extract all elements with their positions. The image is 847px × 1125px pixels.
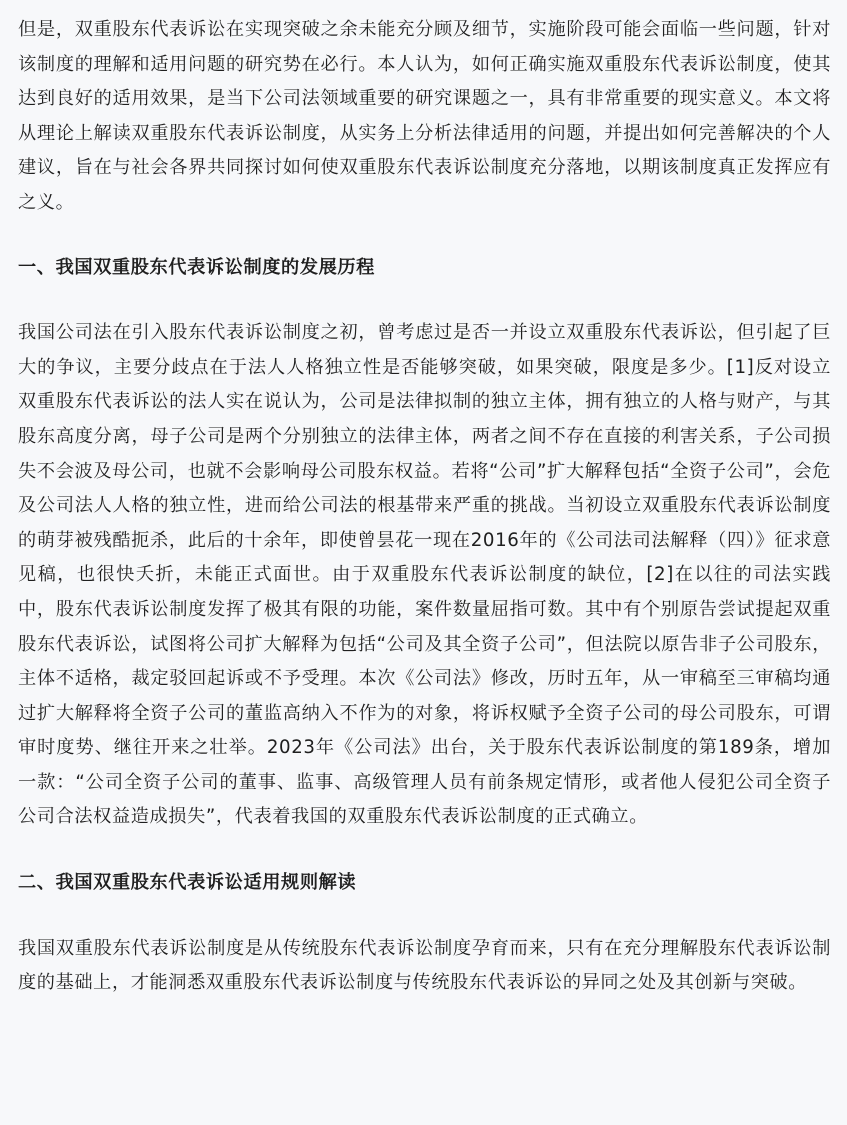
intro-paragraph: 但是，双重股东代表诉讼在实现突破之余未能充分顾及细节，实施阶段可能会面临一些问题，针对该制度的理解和适用问题的研究势在必行。本人认为，如何正确实施双重股东代表诉讼制度，使其达到良好的适用效果，是当下公司法领域重要的研究课题之一，具有非常重要的现实意义。本文将从理论上解读双重股东代表诉讼制度，从实务上分析法律适用的问题，并提出如何完善解决的个人建议，旨在与社会各界共同探讨如何使双重股东代表诉讼制度充分落地，以期该制度真正发挥应有之义。 — [18, 19, 831, 213]
section-1-paragraph: 我国公司法在引入股东代表诉讼制度之初，曾考虑过是否一并设立双重股东代表诉讼，但引起了巨大的争议，主要分歧点在于法人人格独立性是否能够突破，如果突破，限度是多少。[1]反对设立双重股东代表诉讼的法人实在说认为，公司是法律拟制的独立主体，拥有独立的人格与财产，与其股东高度分离，母子公司是两个分别独立的法律主体，两者之间不存在直接的利害关系，子公司损失不会波及母公司，也就不会影响母公司股东权益。若将“公司”扩大解释包括“全资子公司”，会危及公司法人人格的独立性，进而给公司法的根基带来严重的挑战。当初设立双重股东代表诉讼制度的萌芽被残酷扼杀，此后的十余年，即使曾昙花一现在2016年的《公司法司法解释（四）》征求意见稿，也很快夭折，未能正式面世。由于双重股东代表诉讼制度的缺位，[2]在以往的司法实践中，股东代表诉讼制度发挥了极其有限的功能，案件数量屈指可数。其中有个别原告尝试提起双重股东代表诉讼，试图将公司扩大解释为包括“公司及其全资子公司”，但法院以原告非子公司股东，主体不适格，裁定驳回起诉或不予受理。本次《公司法》修改，历时五年，从一审稿至三审稿均通过扩大解释将全资子公司的董监高纳入不作为的对象，将诉权赋予全资子公司的母公司股东，可谓审时度势、继往开来之壮举。2023年《公司法》出台，关于股东代表诉讼制度的第189条，增加一款：“公司全资子公司的董事、监事、高级管理人员有前条规定情形，或者他人侵犯公司全资子公司合法权益造成损失”，代表着我国的双重股东代表诉讼制度的正式确立。 — [18, 322, 831, 828]
section-2-heading: 二、我国双重股东代表诉讼适用规则解读 — [18, 872, 357, 894]
section-1-heading: 一、我国双重股东代表诉讼制度的发展历程 — [18, 256, 375, 278]
section-2-paragraph: 我国双重股东代表诉讼制度是从传统股东代表诉讼制度孕育而来，只有在充分理解股东代表诉讼制度的基础上，才能洞悉双重股东代表诉讼制度与传统股东代表诉讼的异同之处及其创新与突破。 — [18, 937, 831, 994]
